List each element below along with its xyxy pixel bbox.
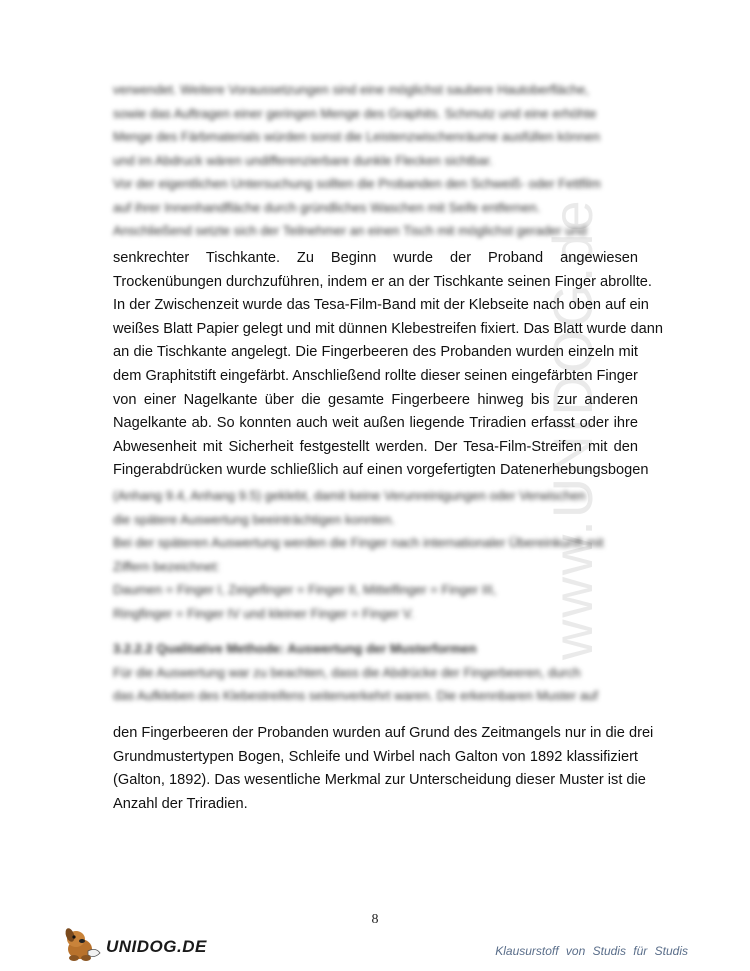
blurred-paragraph-top <box>113 78 638 243</box>
text-line: Ziffern bezeichnet: <box>113 558 220 574</box>
text-line: Trockenübungen durchzuführen, indem er an der Tischkante seinen Finger abrollte. <box>113 273 652 290</box>
text-line: das Aufkleben des Klebestreifens seitenverkehrt waren. Die erkennbaren Muster auf <box>113 688 598 703</box>
text-line: senkrechter Tischkante. Zu Beginn wurde der Proband angewiesen <box>113 250 638 266</box>
text-line: Menge des Färbmaterials würden sonst die Leistenzwischenräume ausfüllen können <box>113 129 601 144</box>
text-line: die spätere Auswertung beeinträchtigen konnten. <box>113 511 395 527</box>
text-line: den Fingerbeeren der Probanden wurden auf Grund des Zeitmangels nur in die drei <box>113 725 654 741</box>
logo-text: UNIDOG.DE <box>106 937 207 956</box>
text-line: Nagelkante ab. So konnten auch weit außen liegende Triradien erfasst oder ihre <box>113 415 638 432</box>
text-line: (Galton, 1892). Das wesentliche Merkmal zur Unterscheidung dieser Muster ist die <box>113 772 646 789</box>
text-line: Fingerabdrücken wurde schließlich auf einen vorgefertigten Datenerhebungsbogen <box>113 462 649 479</box>
text-line: und im Abdruck wären undifferenzierbare dunkle Flecken sichtbar. <box>113 152 493 168</box>
text-line: Grundmustertypen Bogen, Schleife und Wirbel nach Galton von 1892 klassifiziert <box>113 748 638 765</box>
text-line: In der Zwischenzeit wurde das Tesa-Film-Band mit der Klebseite nach oben auf ein <box>113 297 649 314</box>
text-line: von einer Nagelkante über die gesamte Fingerbeere hinweg bis zur anderen <box>113 391 638 408</box>
footer-slogan: Klausurstoff von Studis für Studis <box>495 944 688 958</box>
text-line: weißes Blatt Papier gelegt und mit dünnen Klebestreifen fixiert. Das Blatt wurde dann <box>113 320 664 337</box>
text-line: sowie das Auftragen einer geringen Menge des Graphits. Schmutz und eine erhöhte <box>113 105 597 121</box>
section-heading: 3.2.2.2 Qualitative Methode: Auswertung der Musterformen <box>113 641 477 656</box>
text-line: dem Graphitstift eingefärbt. Anschließend rollte dieser seinen eingefärbten Finger <box>113 367 638 384</box>
text-line: Abwesenheit mit Sicherheit festgestellt werden. Der Tesa-Film-Streifen mit den <box>113 438 638 455</box>
text-line: (Anhang 9.4, Anhang 9.5) geklebt, damit keine Verunreinigungen oder Verwischen <box>113 488 586 503</box>
unidog-logo[interactable] <box>62 925 207 963</box>
text-line: an die Tischkante angelegt. Die Fingerbeeren des Probanden wurden einzeln mit <box>113 344 638 361</box>
text-line: Vor der eigentlichen Untersuchung sollten die Probanden den Schweiß- oder Fettfilm <box>113 176 601 191</box>
visible-paragraph-bottom <box>113 722 654 816</box>
visible-paragraph-top <box>113 247 664 483</box>
dog-mascot-icon <box>62 925 108 963</box>
text-line: Für die Auswertung war zu beachten, dass die Abdrücke der Fingerbeeren, durch <box>113 664 581 680</box>
text-line: auf ihrer Innenhandfläche durch gründliches Waschen mit Seife entfernen. <box>113 199 541 215</box>
blurred-paragraph-middle <box>113 484 638 708</box>
text-line: verwendet. Weitere Voraussetzungen sind eine möglichst saubere Hautoberfläche, <box>113 82 589 97</box>
watermark-text: www.UNIDOG.de <box>541 198 604 660</box>
text-line: Anschließend setzte sich der Teilnehmer an einen Tisch mit möglichst gerader und <box>113 223 587 238</box>
text-line: Anzahl der Triradien. <box>113 795 248 812</box>
text-line: Daumen = Finger I, Zeigefinger = Finger II, Mittelfinger = Finger III, <box>113 582 497 597</box>
page-number: 8 <box>371 912 379 927</box>
text-line: Ringfinger = Finger IV und kleiner Finger = Finger V. <box>113 605 414 621</box>
text-line: Bei der späteren Auswertung werden die Finger nach internationaler Übereinkunft mit <box>113 535 604 550</box>
